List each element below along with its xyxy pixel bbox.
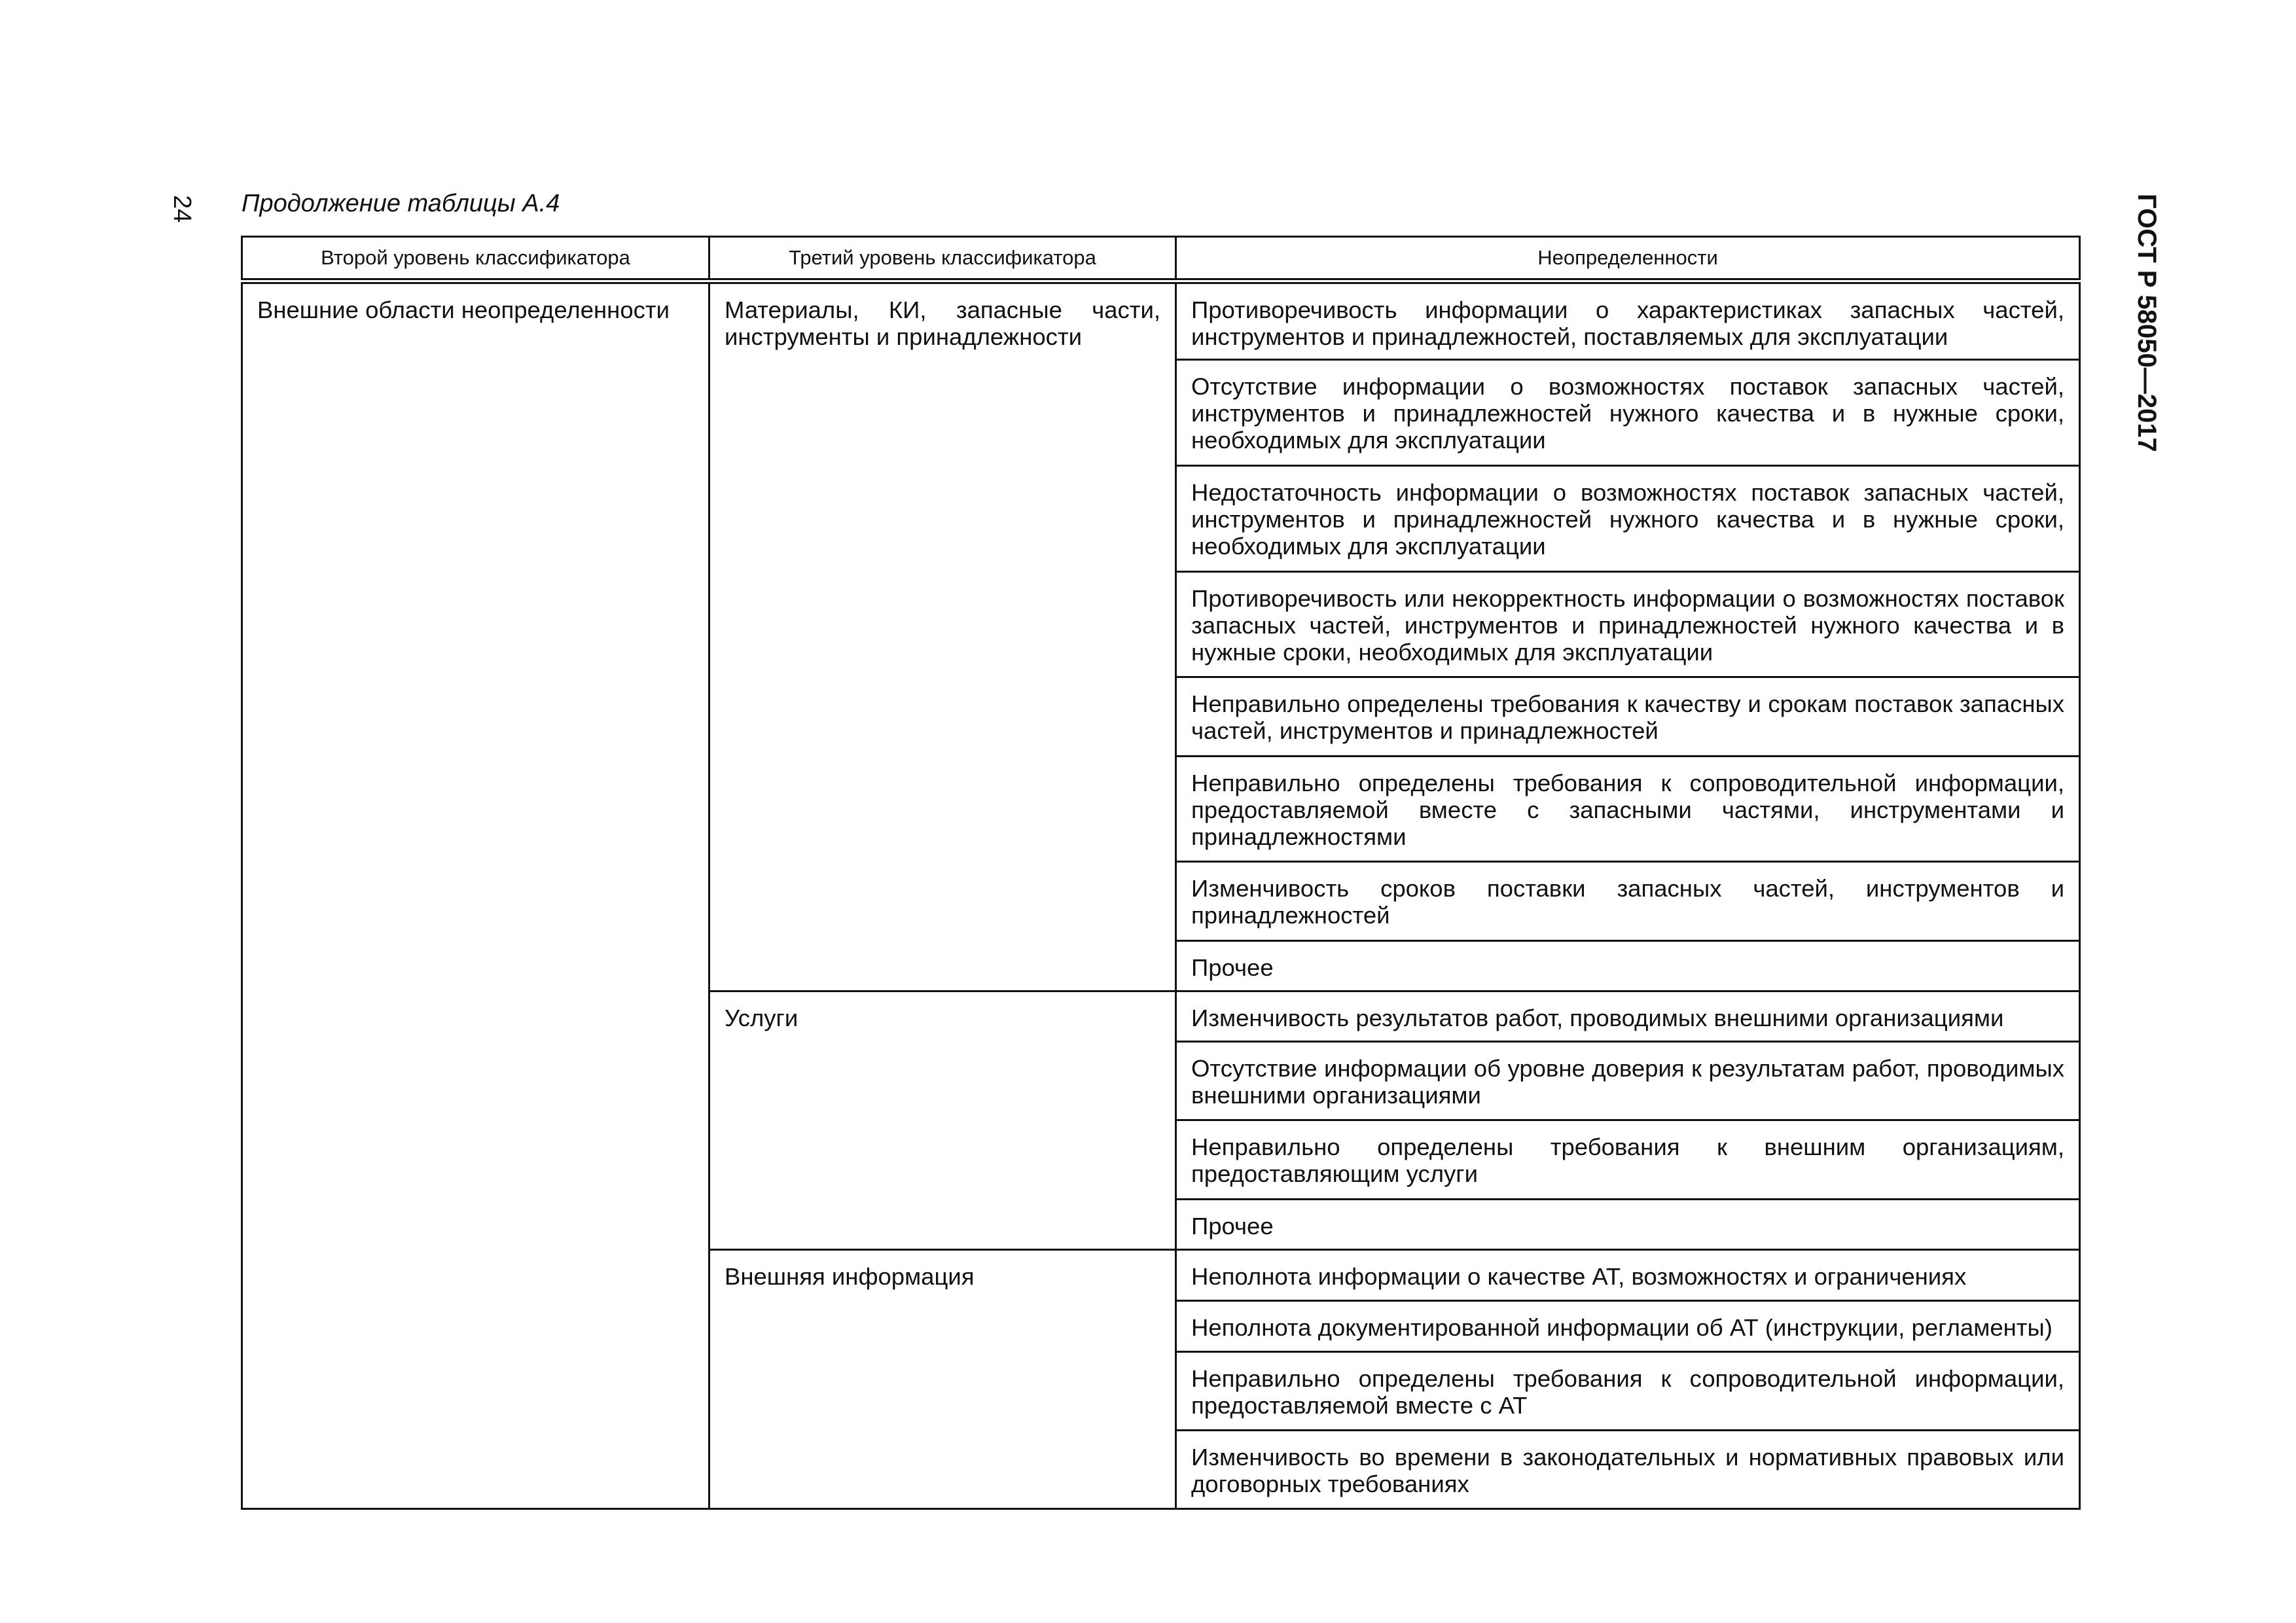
uncertainty-cell: Изменчивость сроков поставки запасных частей, инструментов и принадлежностей (1176, 862, 2080, 941)
level3-cell: Услуги (709, 991, 1176, 1250)
uncertainty-cell: Прочее (1176, 1200, 2080, 1250)
level3-cell: Материалы, КИ, запасные части, инструменты и принадлежности (709, 281, 1176, 991)
table-row (242, 281, 2080, 360)
level3-cell: Внешняя информация (709, 1250, 1176, 1509)
uncertainty-cell: Отсутствие информации о возможностях поставок запасных частей, инструментов и принадлежностей нужного качества и в нужные сроки, необходимых для эксплуатации (1176, 360, 2080, 466)
uncertainty-cell: Неправильно определены требования к сопроводительной информации, предоставляемой вместе с АТ (1176, 1352, 2080, 1431)
column-header-level3: Третий уровень классификатора (709, 237, 1176, 281)
table-header-row (242, 237, 2080, 281)
uncertainty-cell: Отсутствие информации об уровне доверия к результатам работ, проводимых внешними организациями (1176, 1042, 2080, 1120)
classifier-table (241, 236, 2081, 1510)
uncertainty-cell: Неполнота документированной информации об АТ (инструкции, регламенты) (1176, 1301, 2080, 1352)
uncertainty-cell: Недостаточность информации о возможностях поставок запасных частей, инструментов и принадлежностей нужного качества и в нужные сроки, необходимых для эксплуатации (1176, 466, 2080, 572)
uncertainty-cell: Противоречивость информации о характеристиках запасных частей, инструментов и принадлежностей, поставляемых для эксплуатации (1176, 281, 2080, 360)
page-number: 24 (168, 195, 196, 223)
uncertainty-cell: Изменчивость во времени в законодательных и нормативных правовых или договорных требованиях (1176, 1431, 2080, 1509)
uncertainty-cell: Неправильно определены требования к качеству и срокам поставок запасных частей, инструментов и принадлежностей (1176, 677, 2080, 757)
uncertainty-cell: Неполнота информации о качестве АТ, возможностях и ограничениях (1176, 1250, 2080, 1301)
uncertainty-cell: Неправильно определены требования к внешним организациям, предоставляющим услуги (1176, 1120, 2080, 1200)
column-header-uncertainties: Неопределенности (1176, 237, 2080, 281)
uncertainty-cell: Неправильно определены требования к сопроводительной информации, предоставляемой вместе с запасными частями, инструментами и принадлежностями (1176, 757, 2080, 862)
uncertainty-cell: Противоречивость или некорректность информации о возможностях поставок запасных частей, инструментов и принадлежностей нужного качества и в нужные сроки, необходимых для эксплуатации (1176, 572, 2080, 677)
uncertainty-cell: Прочее (1176, 941, 2080, 991)
column-header-level2: Второй уровень классификатора (242, 237, 709, 281)
document-code: ГОСТ Р 58050—2017 (2132, 194, 2161, 452)
level2-cell: Внешние области неопределенности (242, 281, 709, 1509)
table-caption: Продолжение таблицы А.4 (242, 190, 560, 217)
uncertainty-cell: Изменчивость результатов работ, проводимых внешними организациями (1176, 991, 2080, 1042)
